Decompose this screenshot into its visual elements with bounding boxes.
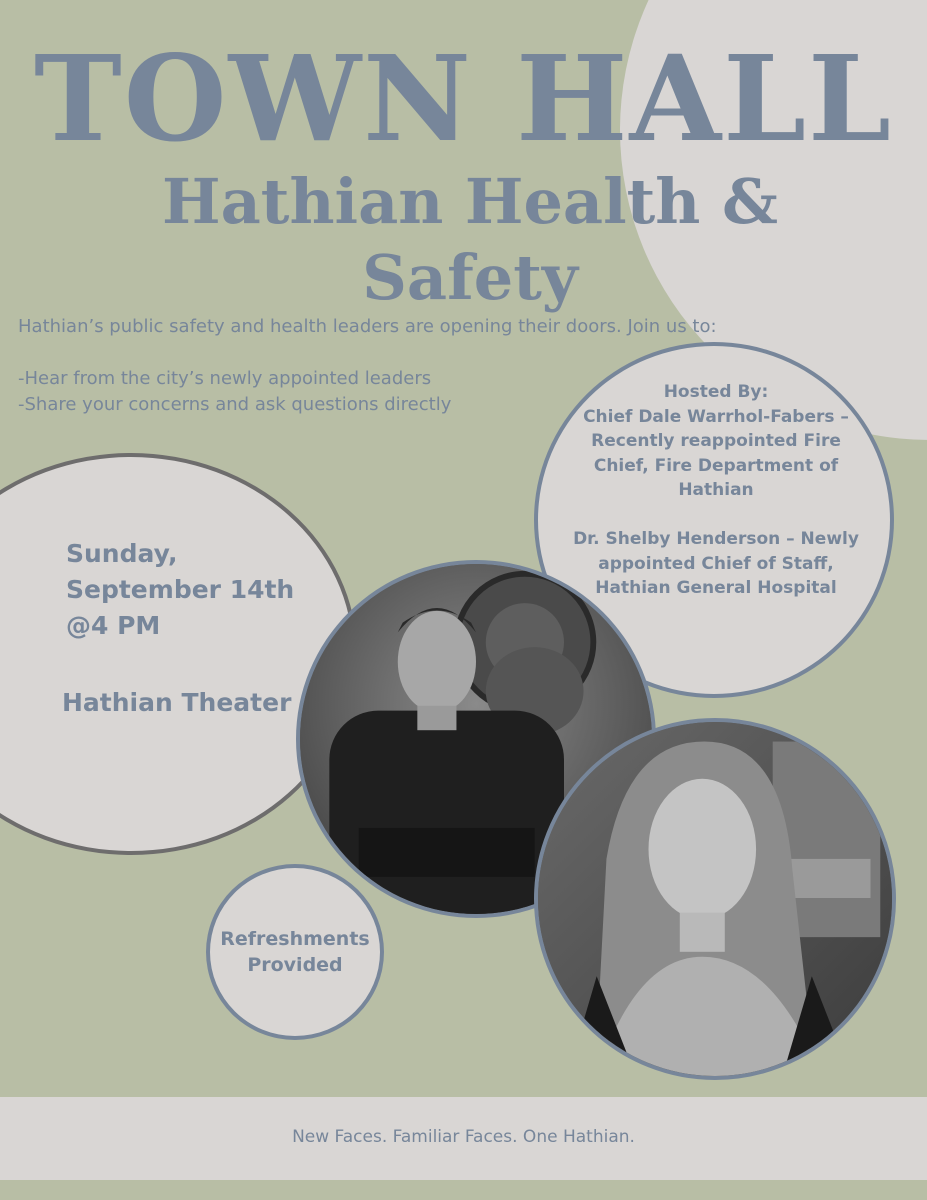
footer-tagline: New Faces. Familiar Faces. One Hathian. — [292, 1127, 635, 1147]
intro-bullet: -Hear from the city’s newly appointed leaders — [18, 368, 432, 389]
event-date: September 14th — [66, 575, 295, 604]
chief-of-staff-photo — [534, 718, 896, 1080]
intro-line: Hathian’s public safety and health leaders are opening their doors. Join us to: — [18, 316, 717, 337]
refreshments-line: Provided — [247, 954, 343, 976]
hosts-heading: Hosted By: — [663, 382, 769, 402]
event-venue: Hathian Theater — [62, 688, 292, 717]
event-details-circle — [0, 453, 357, 855]
intro-bullet: -Share your concerns and ask questions directly — [18, 394, 452, 415]
event-time: @4 PM — [66, 611, 161, 640]
host-fire-chief: Chief Dale Warrhol-Fabers – Recently reappointed Fire Chief, Fire Department of Hathian — [583, 406, 849, 500]
event-day: Sunday, — [66, 539, 178, 568]
refreshments-text — [206, 926, 384, 978]
host-chief-of-staff: Dr. Shelby Henderson – Newly appointed Chief of Staff, Hathian General Hospital — [573, 529, 859, 598]
event-datetime — [66, 536, 346, 644]
page-subtitle: Hathian Health & Safety — [162, 165, 778, 314]
hosts-text — [566, 380, 866, 601]
page-title: TOWN HALL — [33, 29, 894, 168]
refreshments-line: Refreshments — [220, 928, 370, 950]
